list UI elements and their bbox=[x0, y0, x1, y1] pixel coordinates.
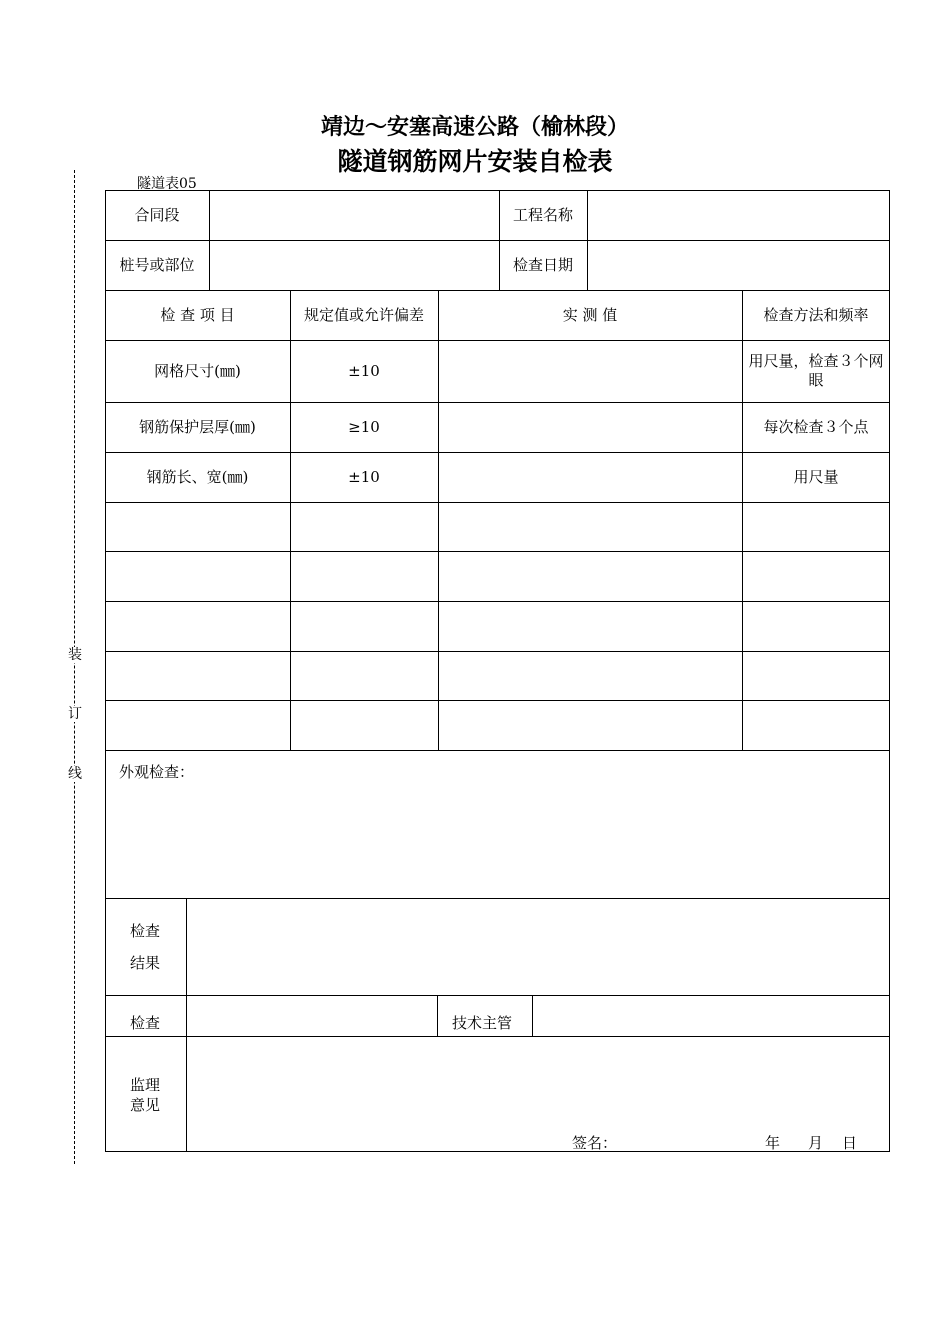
signature-label: 签名： bbox=[572, 1134, 618, 1152]
header-measured-value: 实 测 值 bbox=[562, 305, 618, 324]
inspection-date-label: 检查日期 bbox=[512, 255, 573, 274]
table-row-measured-field[interactable] bbox=[438, 402, 742, 452]
contract-section-field[interactable] bbox=[209, 190, 499, 240]
header-inspection-item: 检 查 项 目 bbox=[160, 305, 235, 324]
table-row-measured-field[interactable] bbox=[438, 551, 742, 601]
appearance-check-label: 外观检查： bbox=[119, 763, 195, 781]
date-month-label: 月 bbox=[808, 1134, 824, 1152]
table-row-item-field[interactable] bbox=[105, 502, 290, 551]
supervision-label-line2: 意见 bbox=[130, 1096, 161, 1114]
table-row-spec-field[interactable] bbox=[290, 651, 438, 700]
table-row-measured-field[interactable] bbox=[438, 452, 742, 502]
table-row-item-field[interactable] bbox=[105, 651, 290, 700]
inspector-label: 检查 bbox=[130, 1014, 161, 1032]
table-row-spec: ≥10 bbox=[348, 417, 380, 436]
table-row-item-field[interactable] bbox=[105, 700, 290, 750]
station-location-label: 桩号或部位 bbox=[119, 255, 195, 274]
inspection-result-field[interactable] bbox=[200, 905, 880, 990]
station-location-field[interactable] bbox=[209, 240, 499, 290]
table-row-measured-field[interactable] bbox=[438, 651, 742, 700]
form-number: 隧道表05 bbox=[137, 176, 197, 192]
supervision-opinion-field[interactable] bbox=[200, 1045, 880, 1125]
result-label-line1: 检查 bbox=[130, 922, 161, 940]
inspection-date-field[interactable] bbox=[587, 240, 890, 290]
table-row-method: 用尺量，检查３个网眼 bbox=[748, 352, 884, 389]
grid-line bbox=[105, 1036, 890, 1037]
table-row-item: 网格尺寸(㎜) bbox=[154, 361, 241, 380]
appearance-check-field[interactable] bbox=[119, 790, 879, 890]
table-row-measured-field[interactable] bbox=[438, 700, 742, 750]
grid-line bbox=[532, 995, 533, 1036]
header-tolerance: 规定值或允许偏差 bbox=[303, 305, 424, 324]
table-row-spec-field[interactable] bbox=[290, 601, 438, 651]
date-year-label: 年 bbox=[765, 1134, 781, 1152]
grid-line bbox=[105, 898, 890, 899]
binding-char-zhuang: 装 bbox=[68, 647, 82, 663]
document-subtitle: 隧道钢筋网片安装自检表 bbox=[337, 147, 613, 176]
grid-line bbox=[437, 995, 438, 1036]
result-label-line2: 结果 bbox=[130, 954, 161, 972]
table-row-spec: ±10 bbox=[348, 467, 380, 486]
table-row-method-field[interactable] bbox=[742, 551, 890, 601]
table-row-item-field[interactable] bbox=[105, 601, 290, 651]
table-row-item: 钢筋保护层厚(㎜) bbox=[139, 417, 256, 436]
date-day-label: 日 bbox=[842, 1134, 858, 1152]
table-row-method-field[interactable] bbox=[742, 700, 890, 750]
supervision-label-line1: 监理 bbox=[130, 1076, 161, 1094]
table-row-method: 每次检查３个点 bbox=[763, 417, 869, 436]
table-row-spec: ±10 bbox=[348, 361, 380, 380]
table-row-measured-field[interactable] bbox=[438, 502, 742, 551]
table-row-spec-field[interactable] bbox=[290, 551, 438, 601]
technical-lead-label: 技术主管 bbox=[452, 1014, 513, 1032]
binding-line bbox=[74, 170, 75, 1164]
table-row-spec-field[interactable] bbox=[290, 502, 438, 551]
binding-char-ding: 订 bbox=[68, 706, 82, 722]
contract-section-label: 合同段 bbox=[134, 205, 180, 224]
table-row-item-field[interactable] bbox=[105, 551, 290, 601]
table-row-item: 钢筋长、宽(㎜) bbox=[146, 467, 249, 486]
grid-line bbox=[105, 995, 890, 996]
table-row-measured-field[interactable] bbox=[438, 601, 742, 651]
header-method-frequency: 检查方法和频率 bbox=[763, 305, 869, 324]
grid-line bbox=[186, 898, 187, 1152]
project-name-field[interactable] bbox=[587, 190, 890, 240]
table-row-method-field[interactable] bbox=[742, 651, 890, 700]
table-row-measured-field[interactable] bbox=[438, 340, 742, 402]
inspector-field[interactable] bbox=[195, 1005, 430, 1030]
table-row-method-field[interactable] bbox=[742, 601, 890, 651]
table-row-method-field[interactable] bbox=[742, 502, 890, 551]
table-row-method: 用尺量 bbox=[793, 467, 839, 486]
table-row-spec-field[interactable] bbox=[290, 700, 438, 750]
binding-char-xian: 线 bbox=[68, 766, 82, 782]
grid-line bbox=[105, 750, 890, 751]
project-name-label: 工程名称 bbox=[512, 205, 573, 224]
document-title: 靖边～安塞高速公路（榆林段） bbox=[320, 115, 629, 140]
technical-lead-field[interactable] bbox=[540, 1005, 880, 1030]
